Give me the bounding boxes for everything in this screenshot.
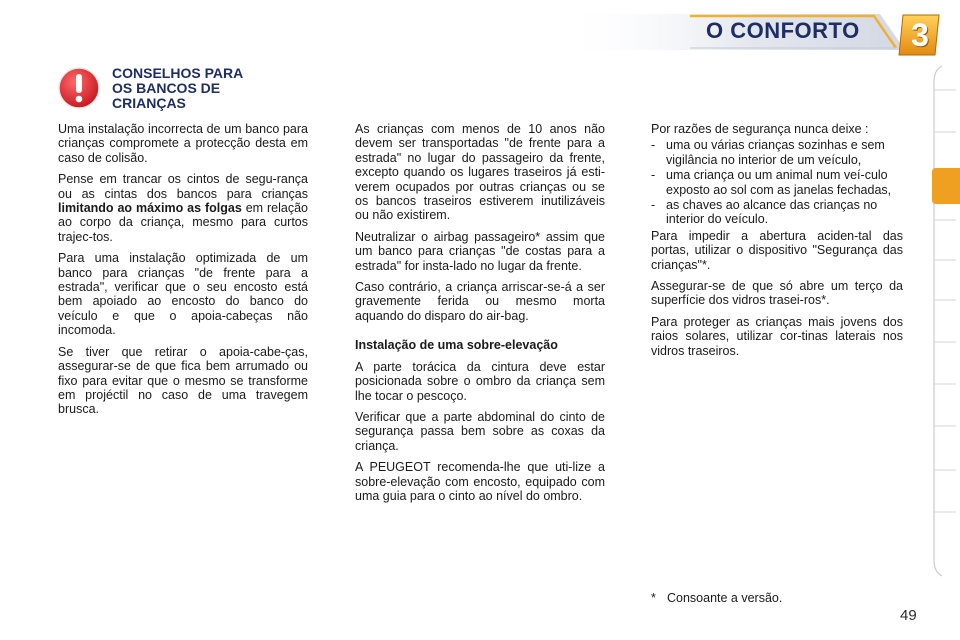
paragraph: As crianças com menos de 10 anos não devem ser transportadas "de frente para a estrada" no lugar do passageiro da frente, excepto quando os lugares traseiros já esti-verem ocupados por outras crianças ou se os bancos traseiros estiverem inutilizáveis ou não existirem. <box>355 122 605 223</box>
paragraph-text: Pense em trancar os cintos de segu-rança ou as cintas dos bancos para crianças <box>58 172 308 201</box>
active-chapter-tab <box>932 168 960 204</box>
text-column-3 <box>651 122 903 365</box>
footnote-marker: * <box>651 591 656 605</box>
subheading: Instalação de uma sobre-elevação <box>355 338 558 353</box>
paragraph: A parte torácica da cintura deve estar posicionada sobre o ombro da criança sem lhe tocar o pescoço. <box>355 359 605 403</box>
paragraph: Por razões de segurança nunca deixe : <box>651 122 869 136</box>
list-item-text: uma criança ou um animal num veí-culo exposto ao sol com as janelas fechadas, <box>666 168 892 197</box>
paragraph: Verificar que a parte abdominal do cinto de segurança passa bem sobre as coxas da criança. <box>355 409 605 453</box>
paragraph: Neutralizar o airbag passageiro* assim que um banco para crianças "de costas para a estrada" for insta-lado no lugar da frente. <box>355 229 605 273</box>
section-title-line-1: CONSELHOS PARA <box>112 65 244 81</box>
list-item <box>651 138 903 167</box>
list-item <box>651 168 903 197</box>
list-dash: - <box>651 168 656 183</box>
text-column-1 <box>58 122 308 424</box>
paragraph: Caso contrário, a criança arriscar-se-á a ser gravemente ferida ou mesmo morta aquando do disparo do air-bag. <box>355 280 605 323</box>
text-column-2 <box>355 122 605 510</box>
warning-list <box>651 138 903 226</box>
list-dash: - <box>651 138 656 153</box>
list-item-text: uma ou várias crianças sozinhas e sem vigilância no interior de um veículo, <box>666 138 885 167</box>
paragraph <box>58 172 308 244</box>
footnote-text: Consoante a versão. <box>667 591 783 605</box>
paragraph: Se tiver que retirar o apoia-cabe-ças, assegurar-se de que fica bem arrumado ou fixo para evitar que o mesmo se transforme em projéctil no caso de uma travegem brusca. <box>58 344 308 417</box>
chapter-tab-strip <box>920 60 960 580</box>
warning-icon <box>57 66 101 110</box>
paragraph: Uma instalação incorrecta de um banco para crianças compromete a protecção desta em caso de colisão. <box>58 122 308 165</box>
paragraph: A PEUGEOT recomenda-lhe que uti-lize a sobre-elevação com encosto, equipado com uma guia para o cinto ao nível do ombro. <box>355 460 605 503</box>
list-dash: - <box>651 198 656 213</box>
list-item-text: as chaves ao alcance das crianças no interior do veículo. <box>666 198 878 227</box>
section-title-line-2: OS BANCOS DE <box>112 80 221 96</box>
page-number: 49 <box>900 607 917 624</box>
chapter-title: O CONFORTO <box>706 18 860 43</box>
paragraph: Assegurar-se de que só abre um terço da superfície dos vidros trasei-ros*. <box>651 279 903 308</box>
chapter-number: 3 <box>911 17 929 53</box>
paragraph-text: em relação ao corpo da criança, mesmo para curtos trajec-tos. <box>58 201 308 244</box>
paragraph: Para uma instalação optimizada de um banco para crianças "de frente para a estrada", verificar que o seu encosto está bem apoiado ao encosto do banco do veículo e que o apoia-cabeças não incomoda. <box>58 251 308 338</box>
paragraph: Para proteger as crianças mais jovens dos raios solares, utilizar cor-tinas laterais nos vidros traseiros. <box>651 314 903 358</box>
paragraph-emphasis: limitando ao máximo as folgas <box>58 201 242 216</box>
paragraph: Para impedir a abertura aciden-tal das portas, utilizar o dispositivo "Segurança das crianças"*. <box>651 228 903 272</box>
list-item <box>651 198 903 227</box>
section-title <box>112 66 312 111</box>
footnote <box>651 591 901 605</box>
section-title-line-3: CRIANÇAS <box>112 95 186 111</box>
